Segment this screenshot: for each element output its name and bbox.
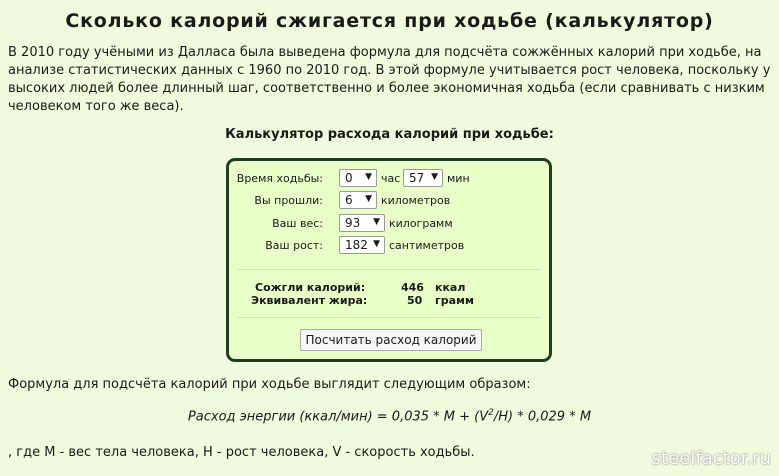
distance-row	[229, 191, 549, 211]
burned-unit: ккал	[435, 281, 466, 294]
dropdown-arrow-icon: ▼	[373, 217, 380, 227]
formula-left: Расход энергии (ккал/мин) = 0,035 * M + (V	[187, 409, 489, 425]
formula-legend: , где М - вес тела человека, Н - рост человека, V - скорость ходьбы.	[8, 445, 475, 460]
fat-value: 50	[407, 294, 423, 307]
hours-unit: час	[381, 172, 401, 185]
minutes-select[interactable]	[403, 169, 443, 187]
height-label: Ваш рост:	[265, 239, 323, 252]
fat-unit: грамм	[435, 294, 475, 307]
weight-row	[229, 214, 549, 234]
dropdown-arrow-icon: ▼	[431, 172, 438, 182]
height-row	[229, 236, 549, 256]
walk-time-row	[229, 169, 549, 189]
hours-select[interactable]	[339, 169, 377, 187]
dropdown-arrow-icon: ▼	[365, 172, 372, 182]
page-title: Сколько калорий сжигается при ходьбе (калькулятор)	[65, 10, 714, 32]
distance-select[interactable]	[339, 191, 377, 209]
weight-unit: килограмм	[389, 217, 453, 230]
fat-label: Эквивалент жира:	[251, 294, 368, 307]
divider	[237, 269, 541, 270]
hours-value: 0	[345, 171, 353, 185]
dropdown-arrow-icon: ▼	[373, 239, 380, 249]
formula-right: /H) * 0,029 * M	[493, 409, 592, 425]
height-select[interactable]	[339, 236, 385, 254]
formula	[0, 408, 779, 424]
calculator-heading: Калькулятор расхода калорий при ходьбе:	[225, 127, 554, 142]
minutes-value: 57	[409, 171, 425, 185]
height-value: 182	[345, 238, 368, 252]
intro-paragraph: В 2010 году учёными из Далласа была выведена формула для подсчёта сожжённых калорий при ходьбе, на анализе статистических данных с 1960 по 2010 год. В этой формуле учитывается рост человека, поскольку у высоких людей более длинный шаг, соответственно и более экономичная ходьба (если сравнивать с низким человеком того же веса).	[8, 45, 771, 114]
calculator-panel	[226, 158, 552, 362]
distance-label: Вы прошли:	[254, 194, 323, 207]
distance-unit: километров	[381, 194, 451, 207]
site-watermark: steelfactor.ru	[651, 448, 771, 469]
burned-label: Сожгли калорий:	[255, 281, 366, 294]
formula-intro: Формула для подсчёта калорий при ходьбе выглядит следующим образом:	[8, 377, 531, 392]
distance-value: 6	[345, 193, 353, 207]
dropdown-arrow-icon: ▼	[365, 194, 372, 204]
formula-superscript: 2	[488, 408, 494, 418]
weight-label: Ваш вес:	[272, 217, 323, 230]
divider	[237, 317, 541, 318]
weight-value: 93	[345, 216, 361, 230]
walk-time-label: Время ходьбы:	[236, 172, 323, 185]
height-unit: сантиметров	[389, 239, 465, 252]
weight-select[interactable]	[339, 214, 385, 232]
calculate-button[interactable]: Посчитать расход калорий	[300, 329, 482, 351]
burned-value: 446	[401, 281, 424, 294]
minutes-unit: мин	[447, 172, 470, 185]
